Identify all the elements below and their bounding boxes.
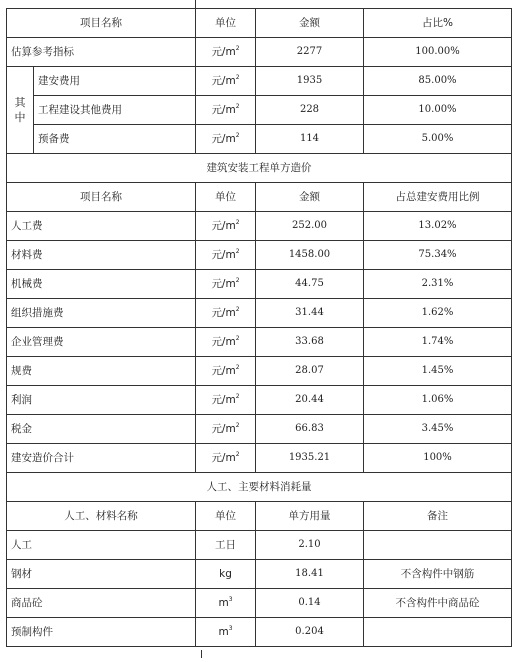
quantity-cell: 0.204 <box>256 618 364 647</box>
unit-cell <box>196 299 256 328</box>
unit-cell <box>196 560 256 589</box>
header-share: 占比% <box>364 9 512 38</box>
item-name: 企业管理费 <box>7 328 196 357</box>
note-cell <box>364 531 512 560</box>
amount-cell: 28.07 <box>256 357 364 386</box>
quantity-cell: 18.41 <box>256 560 364 589</box>
table-bottom-edge <box>6 650 511 662</box>
item-name: 工程建设其他费用 <box>34 96 196 125</box>
amount-cell: 20.44 <box>256 386 364 415</box>
unit-exponent: 2 <box>235 103 240 110</box>
share-cell: 10.00% <box>364 96 512 125</box>
share-cell: 13.02% <box>364 212 512 241</box>
header-item-name: 项目名称 <box>7 183 196 212</box>
unit-exponent: 3 <box>228 625 233 632</box>
amount-cell: 44.75 <box>256 270 364 299</box>
unit-text: kg <box>219 568 232 580</box>
quantity-cell: 0.14 <box>256 589 364 618</box>
unit-exponent: 3 <box>228 596 233 603</box>
unit-text: 元/m <box>211 133 236 145</box>
group-label-char: 其 <box>14 96 26 109</box>
cost-index-sheet <box>6 8 511 647</box>
material-name: 预制构件 <box>7 618 196 647</box>
item-name: 建安费用 <box>34 67 196 96</box>
unit-text: 元/m <box>211 452 236 464</box>
table-row <box>7 299 512 328</box>
amount-cell: 33.68 <box>256 328 364 357</box>
share-cell: 1.06% <box>364 386 512 415</box>
amount-cell: 1935.21 <box>256 444 364 473</box>
material-name: 钢材 <box>7 560 196 589</box>
item-name: 组织措施费 <box>7 299 196 328</box>
unit-exponent: 2 <box>235 219 240 226</box>
table-row <box>7 531 512 560</box>
unit-text: 元/m <box>211 394 236 406</box>
table-row <box>7 444 512 473</box>
table-row <box>7 560 512 589</box>
share-cell: 1.74% <box>364 328 512 357</box>
note-cell: 不含构件中钢筋 <box>364 560 512 589</box>
header-quantity: 单方用量 <box>256 502 364 531</box>
unit-exponent: 2 <box>235 45 240 52</box>
unit-cell <box>196 241 256 270</box>
unit-text: m <box>218 626 229 638</box>
section-row <box>7 154 512 183</box>
header-unit: 单位 <box>196 183 256 212</box>
share-cell: 5.00% <box>364 125 512 154</box>
unit-text: 元/m <box>211 104 236 116</box>
cost-table <box>6 8 512 647</box>
unit-cell <box>196 212 256 241</box>
table-row <box>7 415 512 444</box>
unit-cell <box>196 328 256 357</box>
section-title-materials: 人工、主要材料消耗量 <box>7 473 512 502</box>
share-cell: 2.31% <box>364 270 512 299</box>
group-label-char: 中 <box>14 111 26 124</box>
unit-exponent: 2 <box>235 306 240 313</box>
unit-text: 元/m <box>211 278 236 290</box>
header-share-of-construction: 占总建安费用比例 <box>364 183 512 212</box>
item-name: 人工费 <box>7 212 196 241</box>
unit-exponent: 2 <box>235 132 240 139</box>
material-name: 人工 <box>7 531 196 560</box>
unit-text: 元/m <box>211 249 236 261</box>
unit-exponent: 2 <box>235 74 240 81</box>
header-row <box>7 502 512 531</box>
table-row <box>7 589 512 618</box>
unit-text: 工日 <box>215 539 236 551</box>
unit-cell <box>196 589 256 618</box>
quantity-cell: 2.10 <box>256 531 364 560</box>
amount-cell: 1935 <box>256 67 364 96</box>
share-cell: 1.62% <box>364 299 512 328</box>
share-cell: 3.45% <box>364 415 512 444</box>
unit-cell <box>196 444 256 473</box>
amount-cell: 114 <box>256 125 364 154</box>
unit-cell <box>196 357 256 386</box>
item-name: 估算参考指标 <box>7 38 196 67</box>
share-cell: 100.00% <box>364 38 512 67</box>
table-row <box>7 328 512 357</box>
header-unit: 单位 <box>196 9 256 38</box>
group-label-qizhong <box>7 67 34 154</box>
table-row <box>7 386 512 415</box>
header-amount: 金额 <box>256 9 364 38</box>
unit-exponent: 2 <box>235 364 240 371</box>
item-name: 税金 <box>7 415 196 444</box>
table-row <box>7 618 512 647</box>
unit-text: 元/m <box>211 220 236 232</box>
header-row <box>7 9 512 38</box>
table-row <box>7 67 512 96</box>
unit-cell <box>196 67 256 96</box>
unit-cell <box>196 386 256 415</box>
unit-text: 元/m <box>211 336 236 348</box>
item-name: 机械费 <box>7 270 196 299</box>
item-name: 预备费 <box>34 125 196 154</box>
unit-text: 元/m <box>211 423 236 435</box>
table-row <box>7 125 512 154</box>
unit-exponent: 2 <box>235 277 240 284</box>
item-name: 规费 <box>7 357 196 386</box>
unit-exponent: 2 <box>235 335 240 342</box>
unit-exponent: 2 <box>235 451 240 458</box>
amount-cell: 228 <box>256 96 364 125</box>
table-row <box>7 241 512 270</box>
note-cell <box>364 618 512 647</box>
unit-cell <box>196 415 256 444</box>
header-amount: 金额 <box>256 183 364 212</box>
table-top-edge <box>6 0 511 8</box>
unit-text: m <box>218 597 229 609</box>
share-cell: 75.34% <box>364 241 512 270</box>
share-cell: 85.00% <box>364 67 512 96</box>
unit-exponent: 2 <box>235 248 240 255</box>
header-material-name: 人工、材料名称 <box>7 502 196 531</box>
unit-text: 元/m <box>211 46 236 58</box>
unit-cell <box>196 531 256 560</box>
amount-cell: 1458.00 <box>256 241 364 270</box>
unit-cell <box>196 125 256 154</box>
unit-cell <box>196 270 256 299</box>
unit-text: 元/m <box>211 307 236 319</box>
table-row <box>7 96 512 125</box>
amount-cell: 252.00 <box>256 212 364 241</box>
note-cell: 不含构件中商品砼 <box>364 589 512 618</box>
table-row <box>7 357 512 386</box>
table-row <box>7 270 512 299</box>
unit-cell <box>196 96 256 125</box>
amount-cell: 66.83 <box>256 415 364 444</box>
share-cell: 1.45% <box>364 357 512 386</box>
unit-cell <box>196 38 256 67</box>
share-cell: 100% <box>364 444 512 473</box>
unit-exponent: 2 <box>235 422 240 429</box>
material-name: 商品砼 <box>7 589 196 618</box>
header-item-name: 项目名称 <box>7 9 196 38</box>
unit-text: 元/m <box>211 75 236 87</box>
header-note: 备注 <box>364 502 512 531</box>
unit-cell <box>196 618 256 647</box>
table-row <box>7 212 512 241</box>
unit-text: 元/m <box>211 365 236 377</box>
amount-cell: 2277 <box>256 38 364 67</box>
item-name: 材料费 <box>7 241 196 270</box>
section-row <box>7 473 512 502</box>
amount-cell: 31.44 <box>256 299 364 328</box>
header-row <box>7 183 512 212</box>
section-title-construction: 建筑安装工程单方造价 <box>7 154 512 183</box>
header-unit: 单位 <box>196 502 256 531</box>
item-name: 利润 <box>7 386 196 415</box>
item-name: 建安造价合计 <box>7 444 196 473</box>
unit-exponent: 2 <box>235 393 240 400</box>
table-row <box>7 38 512 67</box>
